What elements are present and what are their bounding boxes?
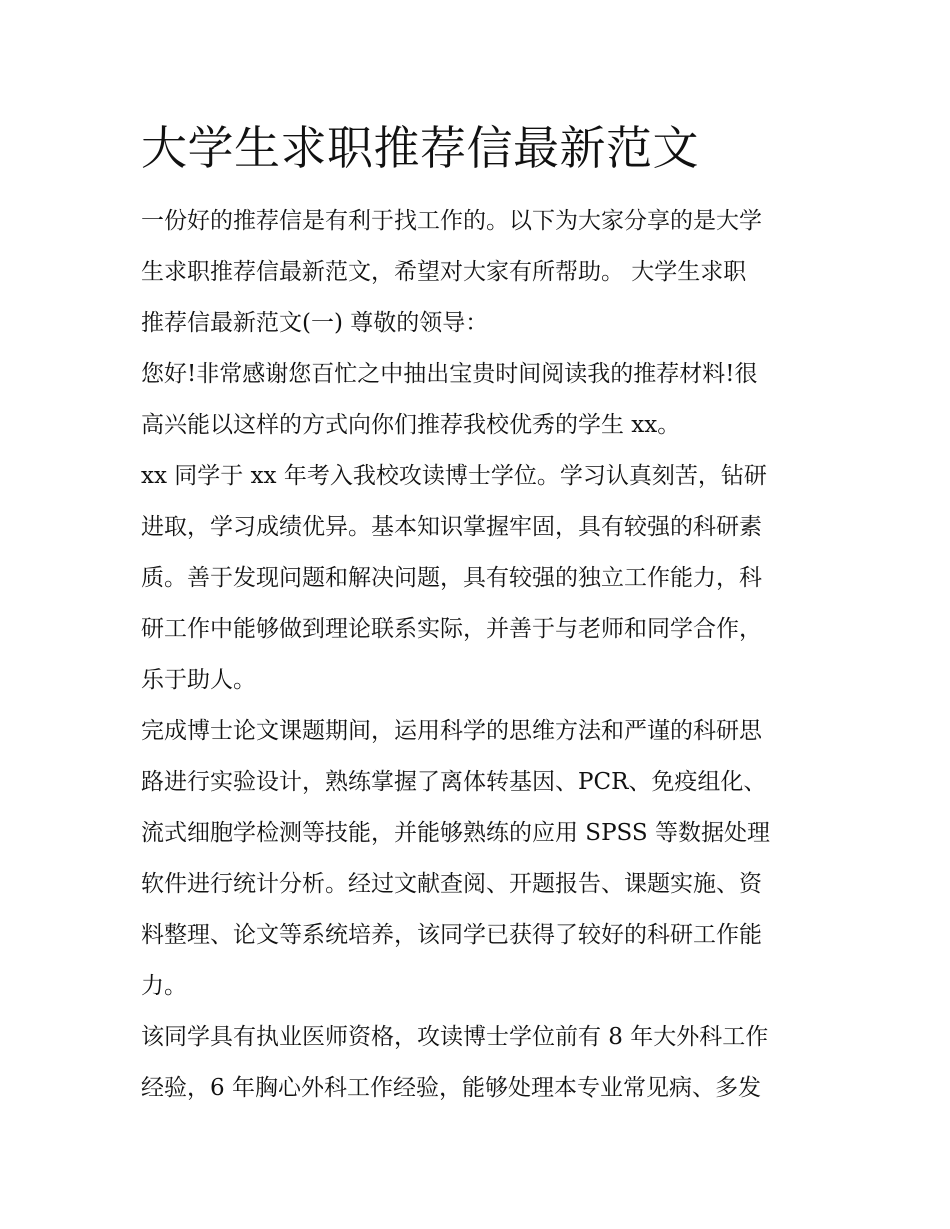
text-line: 进取，学习成绩优异。基本知识掌握牢固，具有较强的科研素	[141, 514, 762, 540]
text-line: 流式细胞学检测等技能，并能够熟练的应用 SPSS 等数据处理	[141, 820, 770, 846]
text-line: 您好!非常感谢您百忙之中抽出宝贵时间阅读我的推荐材料!很	[141, 361, 758, 387]
document-body	[141, 116, 813, 1114]
text-line: 力。	[141, 973, 187, 999]
text-line: 一份好的推荐信是有利于找工作的。以下为大家分享的是大学	[141, 208, 762, 234]
document-title: 大学生求职推荐信最新范文	[141, 121, 699, 175]
text-line: 料整理、论文等系统培养，该同学已获得了较好的科研工作能	[141, 922, 762, 948]
text-line: 推荐信最新范文(一) 尊敬的领导：	[141, 310, 489, 336]
text-line: 完成博士论文课题期间，运用科学的思维方法和严谨的科研思	[141, 718, 762, 744]
paragraph-research	[141, 706, 813, 1012]
text-line: xx 同学于 xx 年考入我校攻读博士学位。学习认真刻苦，钻研	[141, 463, 767, 489]
text-line: 研工作中能够做到理论联系实际，并善于与老师和同学合作，	[141, 616, 762, 642]
paragraph-experience	[141, 1012, 813, 1114]
text-line: 软件进行统计分析。经过文献查阅、开题报告、课题实施、资	[141, 871, 762, 897]
paragraph-greeting	[141, 349, 813, 451]
text-line: 乐于助人。	[141, 667, 256, 693]
text-line: 该同学具有执业医师资格，攻读博士学位前有 8 年大外科工作	[141, 1024, 769, 1050]
paragraph-intro	[141, 196, 813, 349]
paragraph-study	[141, 451, 813, 706]
text-line: 路进行实验设计，熟练掌握了离体转基因、PCR、免疫组化、	[141, 769, 767, 795]
text-line: 质。善于发现问题和解决问题，具有较强的独立工作能力，科	[141, 565, 762, 591]
text-line: 生求职推荐信最新范文，希望对大家有所帮助。 大学生求职	[141, 259, 747, 285]
text-line: 经验，6 年胸心外科工作经验，能够处理本专业常见病、多发	[141, 1075, 761, 1101]
text-line: 高兴能以这样的方式向你们推荐我校优秀的学生 xx。	[141, 412, 681, 438]
